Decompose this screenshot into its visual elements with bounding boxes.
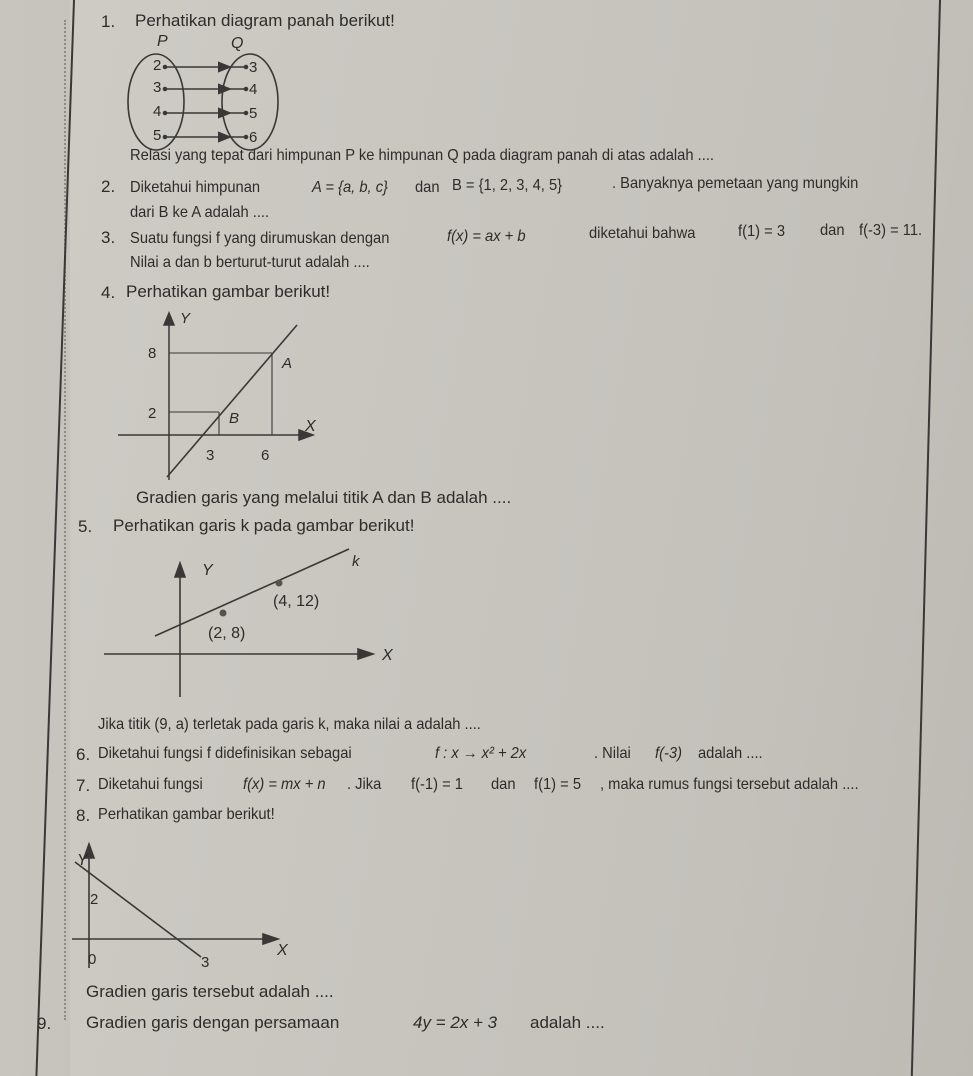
question-number: 5. — [78, 517, 93, 536]
condition: f(-1) = 1 — [411, 776, 463, 793]
x-tick: 6 — [261, 447, 270, 464]
set-q-label: Q — [231, 35, 244, 52]
condition: f(-3) = 11. — [859, 222, 923, 239]
x-axis-label: X — [277, 942, 288, 959]
question-number: 7. — [76, 776, 91, 795]
p-value: 3 — [153, 79, 162, 96]
x-tick: 3 — [201, 954, 210, 971]
question-prompt: Perhatikan garis k pada gambar berikut! — [113, 516, 415, 535]
question-text: dan — [415, 179, 440, 196]
question-text: adalah .... — [698, 745, 763, 762]
point-b-label: B — [229, 410, 240, 427]
x-axis-label: X — [305, 418, 316, 435]
function-mapping: f : x → x² + 2x — [435, 745, 527, 762]
question-prompt: Perhatikan diagram panah berikut! — [135, 11, 395, 30]
question-number: 4. — [101, 283, 116, 302]
p-value: 2 — [153, 57, 162, 74]
question-text: Relasi yang tepat dari himpunan P ke himpunan Q pada diagram panah di atas adalah .... — [130, 147, 715, 164]
question-text: . Jika — [347, 776, 382, 793]
point-label: (4, 12) — [273, 593, 320, 610]
question-text: diketahui bahwa — [589, 225, 696, 242]
line-equation: 4y = 2x + 3 — [413, 1013, 498, 1032]
question-text: Gradien garis yang melalui titik A dan B adalah .... — [136, 488, 512, 507]
question-number: 2. — [101, 177, 116, 196]
p-value: 4 — [153, 103, 162, 120]
question-text: dari B ke A adalah .... — [130, 204, 270, 221]
question-text: Gradien garis dengan persamaan — [86, 1013, 340, 1032]
adjacent-page — [0, 0, 70, 1076]
p-value: 5 — [153, 127, 162, 144]
question-prompt: Perhatikan gambar berikut! — [98, 806, 275, 823]
set-b: B = {1, 2, 3, 4, 5} — [452, 177, 563, 194]
question-prompt: Perhatikan gambar berikut! — [126, 282, 331, 301]
x-tick: 3 — [206, 447, 215, 464]
y-tick: 8 — [148, 345, 157, 362]
y-axis-label: Y — [180, 310, 191, 327]
q-value: 4 — [249, 81, 258, 98]
question-number: 1. — [101, 12, 116, 31]
y-tick: 2 — [148, 405, 157, 422]
set-a: A = {a, b, c} — [312, 179, 388, 196]
function-eval: f(-3) — [655, 745, 682, 762]
graph-line-k — [100, 545, 400, 700]
q-value: 5 — [249, 105, 258, 122]
q-value: 6 — [249, 129, 258, 146]
question-text: dan — [491, 776, 516, 793]
y-axis-label: Y — [77, 852, 88, 869]
question-text: Diketahui fungsi f didefinisikan sebagai — [98, 745, 352, 762]
point-label: (2, 8) — [208, 625, 246, 642]
line-k-label: k — [352, 553, 360, 570]
perforation-line — [64, 20, 66, 1020]
condition: f(1) = 3 — [738, 223, 786, 240]
question-text: Gradien garis tersebut adalah .... — [86, 982, 334, 1001]
formula: f(x) = ax + b — [447, 228, 526, 245]
condition: f(1) = 5 — [534, 776, 582, 793]
origin-label: 0 — [88, 951, 97, 968]
graph-negative-line — [70, 840, 300, 975]
question-text: . Nilai — [594, 745, 631, 762]
right-margin-line — [911, 0, 941, 1076]
x-axis-label: X — [382, 647, 393, 664]
question-number: 6. — [76, 745, 91, 764]
question-text: adalah .... — [530, 1013, 605, 1032]
question-text: Nilai a dan b berturut-turut adalah .... — [130, 254, 370, 271]
y-axis-label: Y — [202, 562, 213, 579]
question-text: , maka rumus fungsi tersebut adalah .... — [600, 776, 859, 793]
question-number: 8. — [76, 806, 91, 825]
question-text: Diketahui himpunan — [130, 179, 261, 196]
question-text: dan — [820, 222, 845, 239]
question-number: 3. — [101, 228, 116, 247]
point-a-label: A — [282, 355, 293, 372]
formula: f(x) = mx + n — [243, 776, 326, 793]
y-tick: 2 — [90, 891, 99, 908]
question-text: Suatu fungsi f yang dirumuskan dengan — [130, 230, 390, 247]
question-number: 9. — [37, 1014, 52, 1033]
question-text: Jika titik (9, a) terletak pada garis k, maka nilai a adalah .... — [98, 716, 481, 733]
set-p-label: P — [157, 33, 168, 50]
question-text: Diketahui fungsi — [98, 776, 203, 793]
graph-points-a-b — [115, 305, 335, 485]
arrow-diagram — [125, 30, 295, 150]
question-text: . Banyaknya pemetaan yang mungkin — [612, 175, 859, 192]
q-value: 3 — [249, 59, 258, 76]
